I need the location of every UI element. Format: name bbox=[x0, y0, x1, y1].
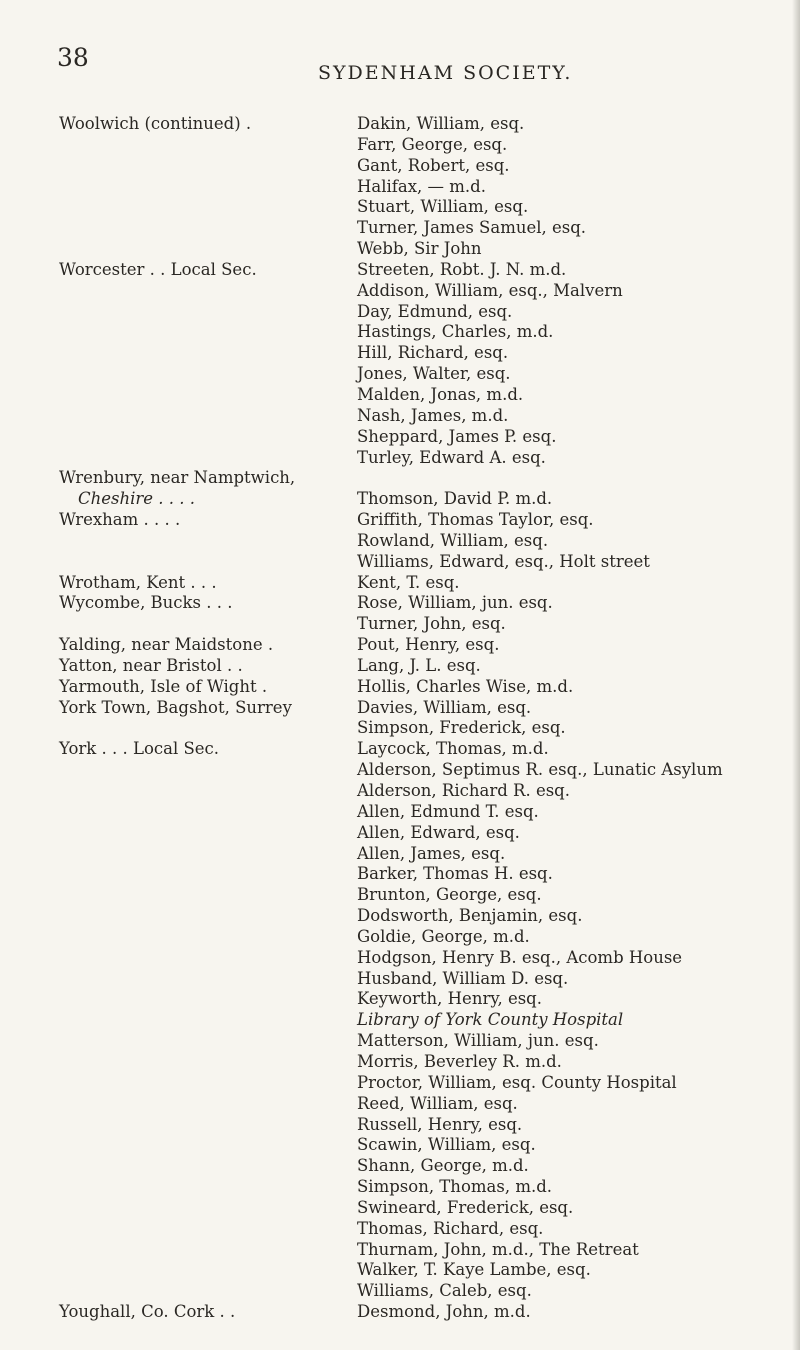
list-row bbox=[0, 1156, 800, 1177]
member-name: Library of York County Hospital bbox=[357, 1010, 624, 1030]
member-name: Russell, Henry, esq. bbox=[357, 1114, 523, 1134]
place-label: York Town, Bagshot, Surrey bbox=[59, 697, 292, 717]
member-name: Alderson, Richard R. esq. bbox=[357, 781, 570, 800]
list-row bbox=[0, 593, 800, 614]
member-name: Shann, George, m.d. bbox=[357, 1156, 529, 1176]
member-name: Williams, Caleb, esq. bbox=[357, 1281, 532, 1301]
place-label: Woolwich (continued) . bbox=[59, 114, 252, 133]
list-row bbox=[0, 635, 800, 656]
member-name: Dakin, William, esq. bbox=[357, 114, 525, 133]
member-name: Simpson, Thomas, m.d. bbox=[357, 1177, 553, 1197]
member-name: Keyworth, Henry, esq. bbox=[357, 989, 542, 1009]
list-row bbox=[0, 427, 800, 448]
member-name: Jones, Walter, esq. bbox=[357, 364, 511, 384]
member-name: Morris, Beverley R. m.d. bbox=[357, 1051, 562, 1071]
place-label: Wrenbury, near Namptwich, bbox=[59, 468, 296, 488]
list-row bbox=[0, 1240, 800, 1261]
list-row bbox=[0, 823, 800, 844]
member-name: Turner, James Samuel, esq. bbox=[357, 218, 587, 238]
list-row bbox=[0, 948, 800, 969]
member-name: Williams, Edward, esq., Holt street bbox=[357, 551, 650, 571]
member-name: Desmond, John, m.d. bbox=[357, 1302, 531, 1322]
member-name: Hill, Richard, esq. bbox=[357, 343, 509, 363]
member-name: Allen, Edmund T. esq. bbox=[357, 801, 539, 821]
list-row bbox=[0, 135, 800, 156]
list-row bbox=[0, 927, 800, 948]
member-name: Kent, T. esq. bbox=[357, 572, 460, 592]
member-name: Turner, John, esq. bbox=[357, 614, 506, 634]
list-row bbox=[0, 573, 800, 594]
list-row bbox=[0, 1052, 800, 1073]
member-name: Rowland, William, esq. bbox=[357, 530, 549, 550]
place-label: Yarmouth, Isle of Wight . bbox=[59, 676, 268, 696]
list-row bbox=[0, 844, 800, 865]
member-name: Allen, Edward, esq. bbox=[357, 822, 520, 842]
list-row bbox=[0, 260, 800, 281]
member-name: Hodgson, Henry B. esq., Acomb House bbox=[357, 947, 683, 967]
list-row bbox=[0, 1198, 800, 1219]
place-label: Cheshire . . . . bbox=[78, 489, 195, 509]
list-row bbox=[0, 906, 800, 927]
list-row bbox=[0, 239, 800, 260]
list-row bbox=[0, 531, 800, 552]
place-label: Wrotham, Kent . . . bbox=[59, 572, 217, 592]
list-row bbox=[0, 1281, 800, 1302]
member-name: Barker, Thomas H. esq. bbox=[357, 864, 553, 884]
list-row bbox=[0, 114, 800, 135]
list-row bbox=[0, 718, 800, 739]
member-name: Laycock, Thomas, m.d. bbox=[357, 739, 549, 759]
member-name: Proctor, William, esq. County Hospital bbox=[357, 1072, 677, 1092]
list-row bbox=[0, 698, 800, 719]
member-name: Goldie, George, m.d. bbox=[357, 926, 530, 946]
list-row bbox=[0, 969, 800, 990]
place-label: Wycombe, Bucks . . . bbox=[59, 593, 233, 613]
member-name: Thomas, Richard, esq. bbox=[357, 1218, 544, 1238]
member-name: Griffith, Thomas Taylor, esq. bbox=[357, 510, 594, 530]
place-label: Worcester . . Local Sec. bbox=[59, 259, 257, 279]
member-name: Davies, William, esq. bbox=[357, 697, 532, 717]
list-row bbox=[0, 989, 800, 1010]
list-row bbox=[0, 322, 800, 343]
list-row bbox=[0, 1031, 800, 1052]
list-row bbox=[0, 885, 800, 906]
list-row bbox=[0, 1135, 800, 1156]
member-name: Stuart, William, esq. bbox=[357, 197, 529, 217]
member-list bbox=[0, 114, 800, 1323]
place-label: Yalding, near Maidstone . bbox=[59, 635, 274, 655]
list-row bbox=[0, 302, 800, 323]
list-row bbox=[0, 218, 800, 239]
list-row bbox=[0, 656, 800, 677]
member-name: Thurnam, John, m.d., The Retreat bbox=[357, 1239, 639, 1259]
member-name: Pout, Henry, esq. bbox=[357, 635, 500, 655]
list-row bbox=[0, 739, 800, 760]
member-name: Reed, William, esq. bbox=[357, 1093, 518, 1113]
place-label: Yatton, near Bristol . . bbox=[59, 655, 243, 675]
member-name: Dodsworth, Benjamin, esq. bbox=[357, 906, 583, 926]
list-row bbox=[0, 281, 800, 302]
list-row bbox=[0, 385, 800, 406]
list-row bbox=[0, 406, 800, 427]
member-name: Addison, William, esq., Malvern bbox=[357, 280, 623, 300]
list-row bbox=[0, 1219, 800, 1240]
list-row bbox=[0, 552, 800, 573]
place-label: Wrexham . . . . bbox=[59, 510, 181, 530]
member-name: Hollis, Charles Wise, m.d. bbox=[357, 676, 574, 696]
list-row bbox=[0, 364, 800, 385]
member-name: Husband, William D. esq. bbox=[357, 968, 569, 988]
list-row bbox=[0, 781, 800, 802]
list-row bbox=[0, 1177, 800, 1198]
list-row bbox=[0, 343, 800, 364]
list-row bbox=[0, 614, 800, 635]
member-name: Matterson, William, jun. esq. bbox=[357, 1031, 599, 1051]
list-row bbox=[0, 468, 800, 489]
member-name: Streeten, Robt. J. N. m.d. bbox=[357, 259, 567, 279]
page-number: 38 bbox=[57, 43, 89, 72]
member-name: Walker, T. Kaye Lambe, esq. bbox=[357, 1260, 591, 1280]
member-name: Rose, William, jun. esq. bbox=[357, 593, 553, 613]
place-label: Youghall, Co. Cork . . bbox=[59, 1302, 236, 1322]
list-row bbox=[0, 1073, 800, 1094]
running-head: SYDENHAM SOCIETY. bbox=[318, 62, 573, 84]
member-name: Allen, James, esq. bbox=[357, 843, 506, 863]
member-name: Alderson, Septimus R. esq., Lunatic Asylum bbox=[357, 760, 723, 780]
member-name: Farr, George, esq. bbox=[357, 134, 508, 154]
list-row bbox=[0, 448, 800, 469]
list-row bbox=[0, 1115, 800, 1136]
member-name: Sheppard, James P. esq. bbox=[357, 426, 557, 446]
member-name: Halifax, — m.d. bbox=[357, 176, 486, 196]
member-name: Gant, Robert, esq. bbox=[357, 155, 510, 175]
list-row bbox=[0, 1260, 800, 1281]
list-row bbox=[0, 1302, 800, 1323]
list-row bbox=[0, 760, 800, 781]
member-name: Lang, J. L. esq. bbox=[357, 655, 481, 675]
member-name: Webb, Sir John bbox=[357, 239, 482, 259]
member-name: Malden, Jonas, m.d. bbox=[357, 384, 524, 404]
list-row bbox=[0, 1094, 800, 1115]
member-name: Swineard, Frederick, esq. bbox=[357, 1197, 574, 1217]
member-name: Thomson, David P. m.d. bbox=[357, 489, 553, 509]
list-row bbox=[0, 510, 800, 531]
member-name: Hastings, Charles, m.d. bbox=[357, 322, 554, 342]
member-name: Brunton, George, esq. bbox=[357, 885, 542, 905]
list-row bbox=[0, 177, 800, 198]
list-row bbox=[0, 802, 800, 823]
member-name: Nash, James, m.d. bbox=[357, 405, 509, 425]
list-row bbox=[0, 677, 800, 698]
member-name: Turley, Edward A. esq. bbox=[357, 447, 546, 467]
page-edge-shadow bbox=[792, 0, 800, 1350]
member-name: Scawin, William, esq. bbox=[357, 1135, 536, 1155]
member-name: Simpson, Frederick, esq. bbox=[357, 718, 566, 738]
list-row bbox=[0, 864, 800, 885]
list-row bbox=[0, 1010, 800, 1031]
list-row bbox=[0, 489, 800, 510]
list-row bbox=[0, 197, 800, 218]
list-row bbox=[0, 156, 800, 177]
place-label: York . . . Local Sec. bbox=[59, 739, 220, 759]
member-name: Day, Edmund, esq. bbox=[357, 301, 513, 321]
